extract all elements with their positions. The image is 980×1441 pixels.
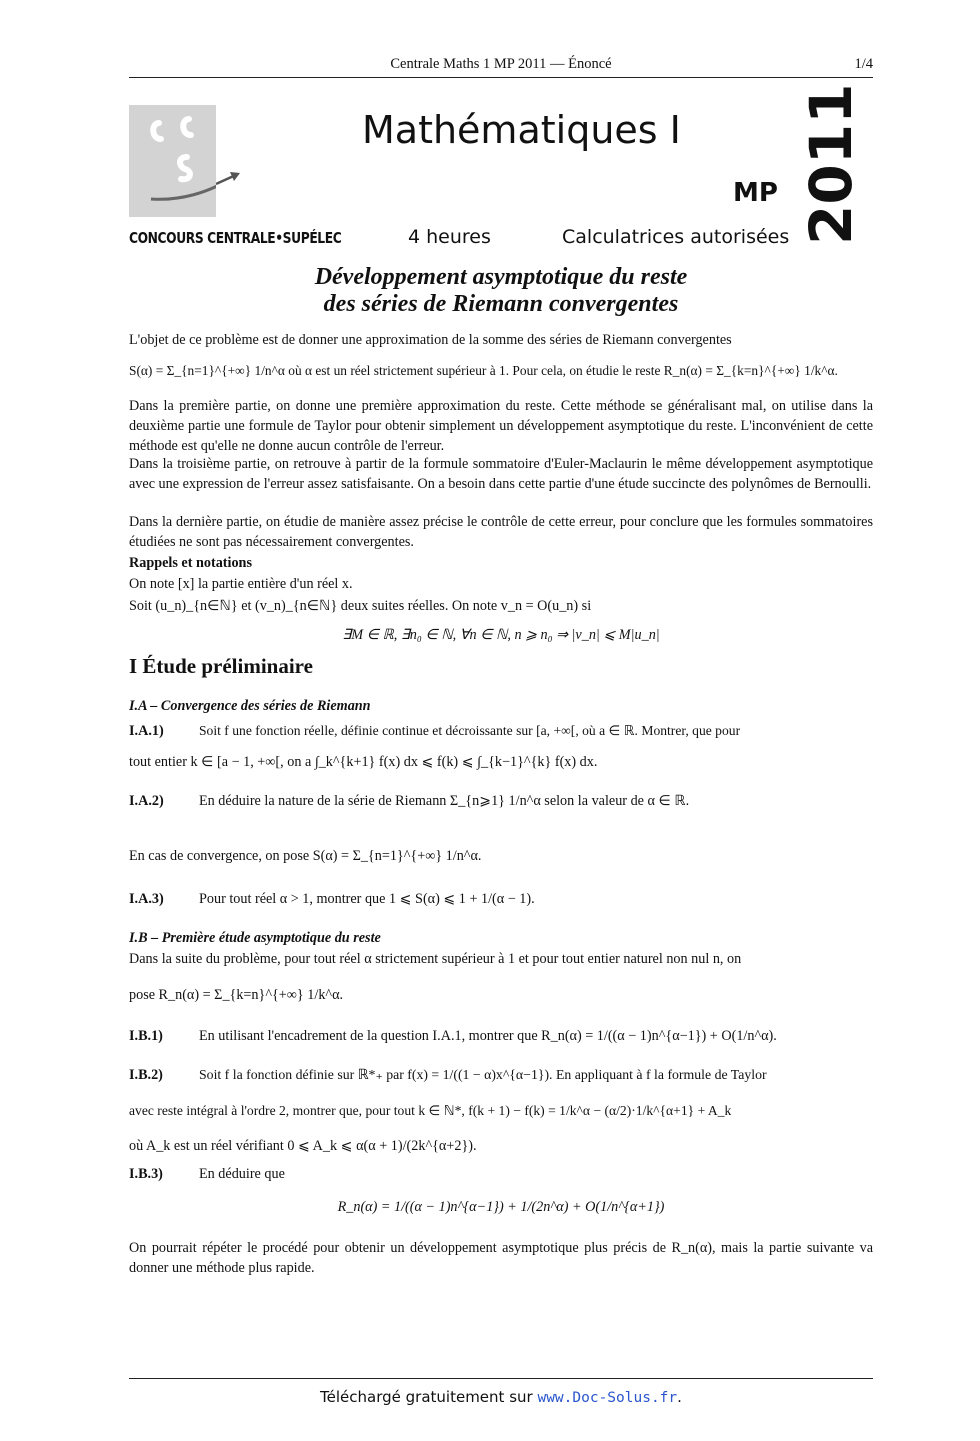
document-title-line1: Développement asymptotique du reste xyxy=(314,264,688,290)
exam-duration: 4 heures xyxy=(408,226,491,248)
part1-heading: I Étude préliminaire xyxy=(129,654,313,678)
question-IA3 xyxy=(129,889,873,909)
intro-paragraph3: Dans la troisième partie, on retrouve à partir de la formule sommatoire d'Euler-Maclaurin le même développement asymptotique avec une expression de l'erreur assez satisfaisante. On a besoin dans cette partie d'une étude succincte des polynômes de Bernoulli. xyxy=(129,456,873,492)
question-label: I.A.2) xyxy=(129,793,164,809)
footer xyxy=(129,1388,873,1406)
section-IB-heading: I.B – Première étude asymptotique du reste xyxy=(129,930,381,946)
section-IA-heading: I.A – Convergence des séries de Riemann xyxy=(129,698,371,714)
intro-line2: S(α) = Σ_{n=1}^{+∞} 1/n^α où α est un réel strictement supérieur à 1. Pour cela, on étudie le reste R_n(α) = Σ_{k=n}^{+∞} 1/k^α. xyxy=(129,363,838,378)
question-label: I.B.3) xyxy=(129,1166,163,1182)
question-label: I.A.1) xyxy=(129,723,164,739)
question-IA1-cont: tout entier k ∈ [a − 1, +∞[, on a ∫_k^{k+1} f(x) dx ⩽ f(k) ⩽ ∫_{k−1}^{k} f(x) dx. xyxy=(129,754,598,770)
question-IB1 xyxy=(129,1026,873,1046)
exam-year: 2011 xyxy=(797,83,865,245)
intro-paragraph4: Dans la dernière partie, on étudie de manière assez précise le contrôle de cette erreur, pour conclure que les formules sommatoires étudiées ne sont pas nécessairement convergentes. xyxy=(129,514,873,550)
footer-rule xyxy=(129,1378,873,1379)
question-IB2-cont2: où A_k est un réel vérifiant 0 ⩽ A_k ⩽ α(α + 1)/(2k^{α+2}). xyxy=(129,1138,477,1154)
exam-track: MP xyxy=(733,178,778,208)
asymptotic-formula: R_n(α) = 1/((α − 1)n^{α−1}) + 1/(2n^α) + O(1/n^{α+1}) xyxy=(337,1199,665,1215)
question-label: I.B.2) xyxy=(129,1067,163,1083)
question-IB2 xyxy=(129,1065,873,1085)
question-text: En déduire la nature de la série de Riemann Σ_{n⩾1} 1/n^α selon la valeur de α ∈ ℝ. xyxy=(199,793,690,809)
arrow-icon xyxy=(216,170,242,190)
notation-sequences: Soit (u_n)_{n∈ℕ} et (v_n)_{n∈ℕ} deux suites réelles. On note v_n = O(u_n) si xyxy=(129,598,592,614)
intro-line1: L'objet de ce problème est de donner une approximation de la somme des séries de Riemann convergentes xyxy=(129,332,732,348)
question-label: I.A.3) xyxy=(129,891,164,907)
closing-paragraph: On pourrait répéter le procédé pour obtenir un développement asymptotique plus précis de R_n(α), mais la partie suivante va donner une méthode plus rapide. xyxy=(129,1240,873,1276)
footer-text: Téléchargé gratuitement sur xyxy=(320,1388,533,1406)
ccs-logo xyxy=(129,105,216,217)
calculators-note: Calculatrices autorisées xyxy=(562,226,790,248)
question-text: En utilisant l'encadrement de la question I.A.1, montrer que R_n(α) = 1/((α − 1)n^{α−1}) + O(1/n^α). xyxy=(199,1028,777,1044)
header-title: Centrale Maths 1 MP 2011 — Énoncé xyxy=(390,56,612,72)
section-IB-intro-cont: pose R_n(α) = Σ_{k=n}^{+∞} 1/k^α. xyxy=(129,987,344,1003)
question-text: Soit f la fonction définie sur ℝ*₊ par f(x) = 1/((1 − α)x^{α−1}). En appliquant à f la formule de Taylor xyxy=(199,1067,767,1082)
notations-heading: Rappels et notations xyxy=(129,555,252,571)
page-number: 1/4 xyxy=(854,56,873,72)
big-o-definition: ∃M ∈ ℝ, ∃n₀ ∈ ℕ, ∀n ∈ ℕ, n ⩾ n₀ ⇒ |v_n| ⩽ M|u_n| xyxy=(342,627,660,643)
logo-arrow xyxy=(216,170,242,194)
document-title-line2: des séries de Riemann convergentes xyxy=(323,291,679,317)
document-title xyxy=(129,264,873,318)
question-IB2-cont: avec reste intégral à l'ordre 2, montrer que, pour tout k ∈ ℕ*, f(k + 1) − f(k) = 1/k^α − (α/2)·1/k^{α+1} + A_k xyxy=(129,1103,732,1118)
ccs-logo-mark xyxy=(129,105,216,217)
doc-solus-link[interactable]: www.Doc-Solus.fr xyxy=(537,1390,678,1406)
question-text: Soit f une fonction réelle, définie continue et décroissante sur [a, +∞[, où a ∈ ℝ. Montrer, que pour xyxy=(199,723,741,738)
question-IA1 xyxy=(129,721,873,741)
org-name: CONCOURS CENTRALE•SUPÉLEC xyxy=(129,229,342,247)
section-IB-intro: Dans la suite du problème, pour tout réel α strictement supérieur à 1 et pour tout entier naturel non nul n, on xyxy=(129,951,742,967)
footer-suffix: . xyxy=(677,1388,682,1406)
convergence-definition: En cas de convergence, on pose S(α) = Σ_{n=1}^{+∞} 1/n^α. xyxy=(129,848,482,864)
question-label: I.B.1) xyxy=(129,1028,163,1044)
question-IA2 xyxy=(129,791,873,811)
question-text: En déduire que xyxy=(199,1166,285,1182)
exam-subject: Mathématiques I xyxy=(362,108,681,152)
header-rule xyxy=(129,77,873,78)
intro-paragraph2: Dans la première partie, on donne une première approximation du reste. Cette méthode se généralisant mal, on utilise dans la deuxième partie une formule de Taylor pour obtenir simplement un développement asymptotique du reste. L'inconvénient de cette méthode est qu'elle ne donne aucun contrôle de l'erreur. xyxy=(129,398,873,454)
question-text: Pour tout réel α > 1, montrer que 1 ⩽ S(α) ⩽ 1 + 1/(α − 1). xyxy=(199,891,535,907)
question-IB3 xyxy=(129,1164,873,1184)
notation-integer-part: On note [x] la partie entière d'un réel x. xyxy=(129,576,353,592)
